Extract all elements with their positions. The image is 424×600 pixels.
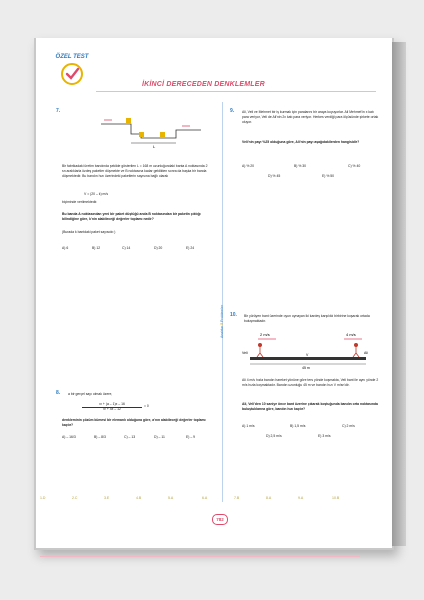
q8-equals: = 0 [144,404,149,408]
title-divider [96,91,376,92]
answer-key-item: 5.A [168,496,174,500]
q9-text: Ali, Veli ve Mehmet bir iş kurmak için paralarını bir araya koyuyorlar. Ali Mehmet'in x katı para veriyor, Veli de Ali'nin 2x katı para veriyor. Herkes verdiği para ölçüsünde şirkete ortak oluyor. [242,110,379,124]
belt-speed-label: V [306,353,309,357]
answer-key-item: 9.A [298,496,304,500]
speed-right-label: 4 m/s [346,332,356,337]
belt-surface [250,357,366,360]
conveyor-diagram [96,110,206,150]
q7-option-a[interactable]: A) 6 [62,246,69,250]
q7-note: (Burada k bantdaki paket sayısıdır.) [62,230,116,234]
book-page [36,38,392,548]
footer-divider [40,556,360,557]
q9-option-d[interactable]: D) % 45 [268,174,281,178]
q7-text: Bir fabrikadaki üretim bandında şekilde gösterilen L = 168 m uzunluğundaki banta A noktasında 2 sn aralıklarla özdeş paketler düşmekte ve B noktasına kadar geldikten sonra da başka bir banda düşmektedir. Bu bandın hızı üzerindeki paketlerin sayısına bağlı olarak [62,164,208,178]
veli-label: Veli [242,351,248,355]
answer-key-item: 10.B [332,496,340,500]
q9-option-e[interactable]: E) % 50 [322,174,335,178]
ali-runner-icon [354,343,358,347]
q8-option-c[interactable]: C) – 13 [124,435,136,439]
q8-denominator: x² + 4x – 12 [103,407,121,411]
question-number-9: 9. [230,108,235,114]
q10-option-e[interactable]: E) 3 m/s [318,434,331,438]
q9-question: Veli'nin payı %25 olduğuna göre, Ali'nin payı aşağıdakilerden hangisidir? [242,140,360,144]
q7-formula-note: biçiminde verilmektedir. [62,200,98,204]
q7-question: Bu banda A noktasından yeni bir paket düştüğü anda B noktasından bir paketin çıktığı bilindiğine göre, k'nin alabileceği değerler toplamı nedir? [62,212,201,221]
q7-option-d[interactable]: D) 20 [154,246,163,250]
page-number: 782 [212,514,228,525]
column-divider [222,102,223,502]
q7-option-c[interactable]: C) 14 [122,246,131,250]
q10-question: Ali, Veli'den 10 saniye önce bant üzerine çıkarak koştuğunda bandın orta noktasında buluştuklarına göre, bandın hızı kaçtır? [242,402,378,411]
q10-option-b[interactable]: B) 1,5 m/s [290,424,306,428]
q7-options [62,246,212,252]
q8-options [62,435,212,441]
answer-key-item: 1.D [40,496,46,500]
q7-formula: V = (20 – k) m/s [84,192,109,196]
diagram-label-l: L [153,144,156,149]
q10-options [242,424,382,440]
moving-belt-diagram [236,330,380,370]
question-number-8: 8. [56,390,61,396]
q7-option-e[interactable]: E) 24 [186,246,195,250]
q10-option-d[interactable]: D) 2,5 m/s [266,434,282,438]
q10-option-c[interactable]: C) 2 m/s [342,424,355,428]
logo-text: ÖZEL TEST [55,54,89,60]
q8-intro: a bir gerçel sayı olmak üzere, [68,392,113,396]
ali-label: Ali [364,351,368,355]
page-title: İKİNCİ DERECEDEN DENKLEMLER [142,81,265,88]
answer-key [40,496,370,503]
q9-option-a[interactable]: A) % 20 [242,164,255,168]
question-number-10: 10. [230,312,237,318]
q10-text2: Ali 4 m/s hızla bandın hareket yönüne göre ters yönde koşmakta, Veli bant ile aynı yönde 2 m/s hızla koşmaktadır. Bandın uzunluğu 45 m ve bandın hızı V m/sn'dir. [242,378,379,387]
answer-key-item: 7.B [234,496,240,500]
belt-length-label: 45 m [302,366,310,370]
q8-option-b[interactable]: B) – 8/3 [94,435,106,439]
ozel-test-logo [52,52,92,88]
question-number-7: 7. [56,108,61,114]
q10-text: Bir yürüyen bant üzerinde oyun oynayan iki kardeş karşılıklı birbirine koşarak ortada buluşmaktadır. [244,314,370,323]
answer-key-item: 3.E [104,496,110,500]
q7-option-b[interactable]: B) 12 [92,246,101,250]
q8-option-e[interactable]: E) – 9 [186,435,196,439]
q9-option-b[interactable]: B) % 30 [294,164,307,168]
veli-runner-icon [258,343,262,347]
q8-option-d[interactable]: D) – 11 [154,435,165,439]
q9-options [242,164,382,180]
q8-option-a[interactable]: A) – 16/3 [62,435,76,439]
answer-key-item: 2.C [72,496,78,500]
q8-question: denkleminin çözüm kümesi bir elemanlı olduğuna göre, a'nın alabileceği değerler toplamı kaçtır? [62,418,206,427]
speed-left-label: 2 m/s [260,332,270,337]
q10-option-a[interactable]: A) 1 m/s [242,424,255,428]
q8-numerator: x² + (a – 1)x – 16 [82,402,142,408]
book-spine [392,42,406,546]
answer-key-item: 4.B [136,496,142,500]
answer-key-item: 8.A [266,496,272,500]
q9-option-c[interactable]: C) % 40 [348,164,361,168]
side-label: Anahtar 5 Problemler [220,304,224,338]
answer-key-item: 6.A [202,496,208,500]
